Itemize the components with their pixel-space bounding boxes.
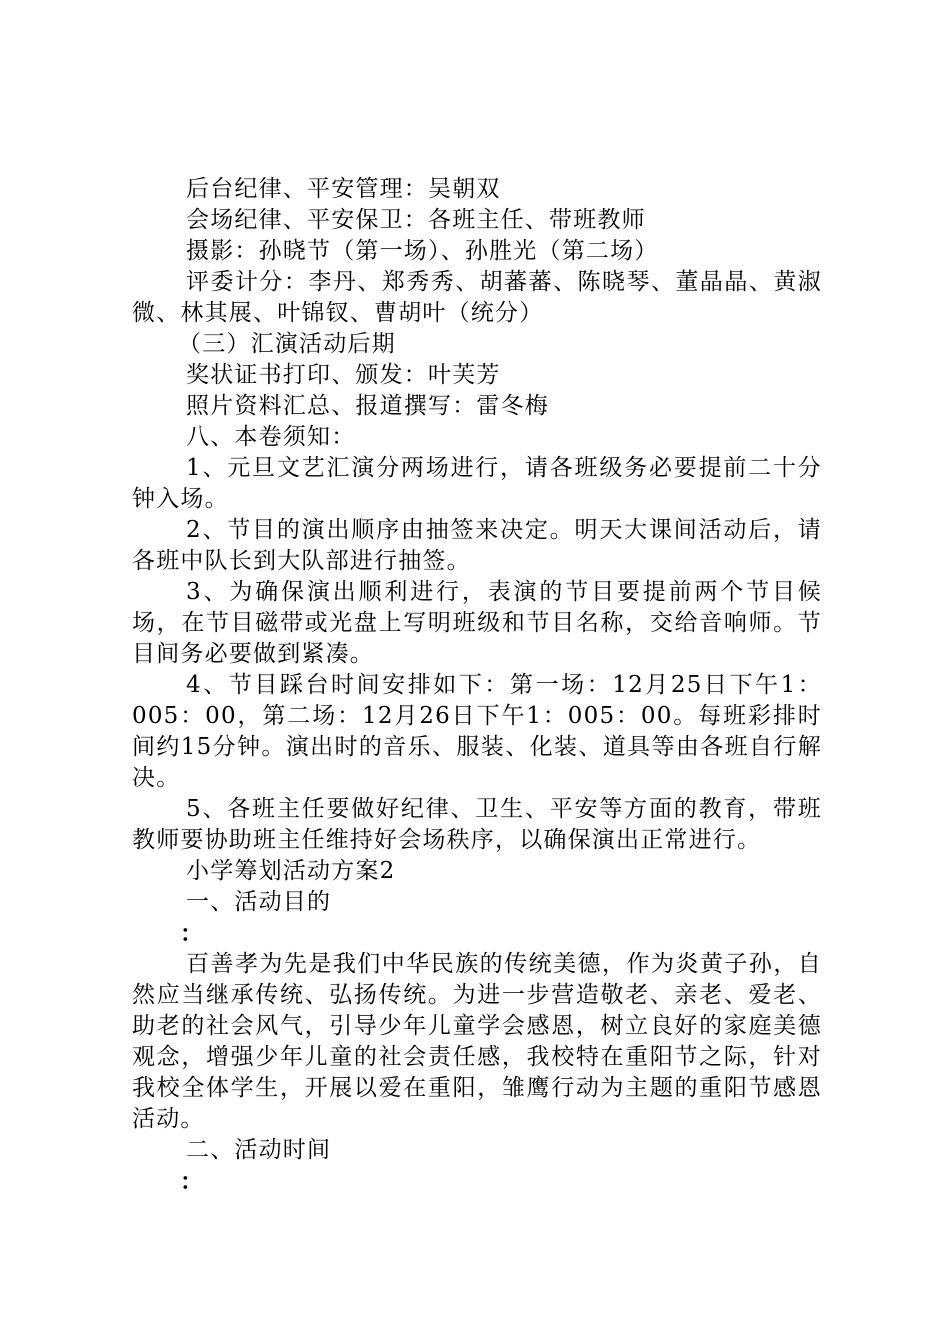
notice-item-2: 2、节目的演出顺序由抽签来决定。明天大课间活动后，请各班中队长到大队部进行抽签。 xyxy=(132,517,822,574)
document-body xyxy=(132,174,822,1197)
paragraph-purpose: 百善孝为先是我们中华民族的传统美德，作为炎黄子孙，自然应当继承传统、弘扬传统。为进一步营造敬老、亲老、爱老、助老的社会风气，引导少年儿童学会感恩，树立良好的家庭美德观念，增强少年儿童的社会责任感，我校特在重阳节之际，针对我校全体学生，开展以爱在重阳，雏鹰行动为主题的重阳节感恩活动。 xyxy=(132,951,822,1132)
paragraph-photos: 照片资料汇总、报道撰写：雷冬梅 xyxy=(186,393,549,419)
notice-item-3: 3、为确保演出顺利进行，表演的节目要提前两个节目候场，在节目磁带或光盘上写明班级和节目名称，交给音响师。节目间务必要做到紧凑。 xyxy=(132,579,822,667)
heading-purpose: 一、活动目的 xyxy=(186,889,332,915)
heading-notice: 八、本卷须知： xyxy=(186,424,356,450)
heading-time: 二、活动时间 xyxy=(186,1137,332,1163)
paragraph-certificates: 奖状证书打印、颁发：叶芙芳 xyxy=(186,362,501,388)
plan-title-2: 小学筹划活动方案2 xyxy=(186,858,396,884)
notice-item-4: 4、节目踩台时间安排如下：第一场：12月25日下午1：005：00，第二场：12月26日下午1：005：00。每班彩排时间约15分钟。演出时的音乐、服装、化装、道具等由各班自行解决。 xyxy=(132,672,822,791)
paragraph-judges: 评委计分：李丹、郑秀秀、胡蕃蕃、陈晓琴、董晶晶、黄淑微、林其展、叶锦钗、曹胡叶（统分） xyxy=(132,269,822,326)
colon-mark-2: ： xyxy=(180,1168,205,1195)
paragraph-venue: 会场纪律、平安保卫：各班主任、带班教师 xyxy=(186,207,646,233)
notice-item-5: 5、各班主任要做好纪律、卫生、平安等方面的教育，带班教师要协助班主任维持好会场秩序，以确保演出正常进行。 xyxy=(132,796,822,853)
paragraph-backstage: 后台纪律、平安管理：吴朝双 xyxy=(186,176,501,202)
notice-item-1: 1、元旦文艺汇演分两场进行，请各班级务必要提前二十分钟入场。 xyxy=(132,455,822,512)
colon-mark-1: ： xyxy=(180,920,205,947)
paragraph-section-3: （三）汇演活动后期 xyxy=(178,331,396,357)
paragraph-photography: 摄影：孙晓节（第一场）、孙胜光（第二场） xyxy=(186,238,659,264)
